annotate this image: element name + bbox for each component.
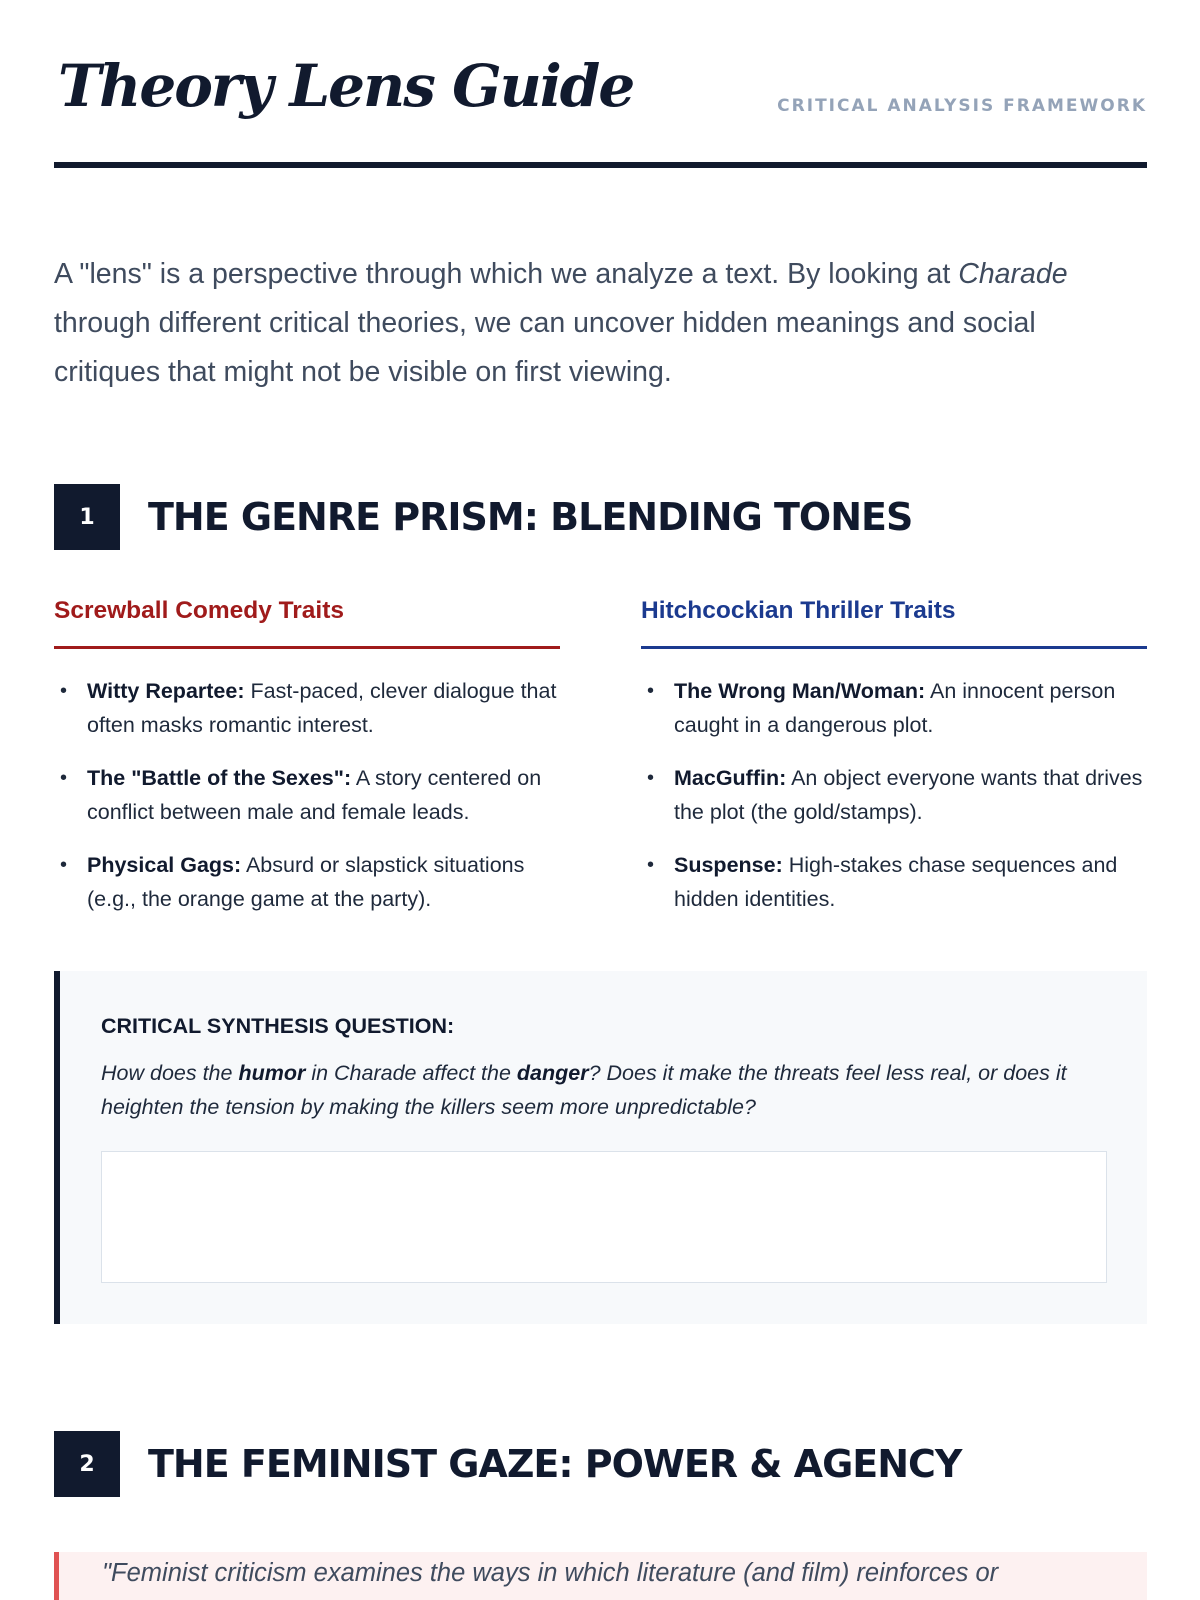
question-emphasis-humor: humor xyxy=(238,1061,306,1085)
trait-term: MacGuffin: xyxy=(674,766,787,790)
question-part: in Charade affect the xyxy=(305,1061,517,1085)
page-header xyxy=(54,52,1147,168)
list-item xyxy=(54,674,560,742)
question-part: ? Does it make the threats feel less real, or does it heighten the tension by making the killers seem more unpredictable? xyxy=(101,1061,1067,1119)
list-item xyxy=(641,761,1147,829)
list-item xyxy=(641,848,1147,916)
trait-term: Witty Repartee: xyxy=(87,679,245,703)
intro-film-title: Charade xyxy=(958,258,1068,290)
synthesis-label: CRITICAL SYNTHESIS QUESTION: xyxy=(101,1014,455,1038)
section-1-header xyxy=(54,484,1147,550)
feminist-quote-box xyxy=(54,1552,1147,1600)
trait-description: Fast-paced, clever dialogue that often masks romantic interest. xyxy=(87,679,557,737)
trait-description: An object everyone wants that drives the plot (the gold/stamps). xyxy=(674,766,1143,824)
trait-description: An innocent person caught in a dangerous plot. xyxy=(674,679,1116,737)
page-title: Theory Lens Guide xyxy=(58,52,634,120)
intro-paragraph xyxy=(54,250,1147,397)
thriller-traits-title: Hitchcockian Thriller Traits xyxy=(641,595,1147,649)
section-2-header xyxy=(54,1431,1147,1497)
section-1-number: 1 xyxy=(54,484,120,550)
answer-textarea[interactable] xyxy=(101,1151,1107,1283)
intro-text-start: A "lens" is a perspective through which we analyze a text. By looking at xyxy=(54,258,959,290)
thriller-traits-column xyxy=(641,595,1147,935)
trait-term: The "Battle of the Sexes": xyxy=(87,766,352,790)
comedy-traits-column xyxy=(54,595,560,935)
comedy-traits-title: Screwball Comedy Traits xyxy=(54,595,560,649)
question-emphasis-danger: danger xyxy=(516,1061,589,1085)
list-item xyxy=(54,761,560,829)
section-2-title: THE FEMINIST GAZE: POWER & AGENCY xyxy=(148,1442,962,1486)
feminist-quote: "Feminist criticism examines the ways in which literature (and film) reinforces or xyxy=(102,1559,999,1587)
trait-term: Suspense: xyxy=(674,853,783,877)
synthesis-question-box xyxy=(54,971,1147,1324)
trait-term: Physical Gags: xyxy=(87,853,242,877)
trait-description: High-stakes chase sequences and hidden identities. xyxy=(674,853,1118,911)
trait-description: A story centered on conflict between male and female leads. xyxy=(87,766,542,824)
synthesis-question xyxy=(101,1056,1081,1124)
page-subtitle: CRITICAL ANALYSIS FRAMEWORK xyxy=(777,96,1147,116)
section-2-number: 2 xyxy=(54,1431,120,1497)
question-part: How does the xyxy=(101,1061,239,1085)
trait-description: Absurd or slapstick situations (e.g., the orange game at the party). xyxy=(87,853,525,911)
trait-term: The Wrong Man/Woman: xyxy=(674,679,926,703)
thriller-traits-list xyxy=(641,674,1147,916)
list-item xyxy=(54,848,560,916)
intro-text-end: through different critical theories, we can uncover hidden meanings and social critiques that might not be visible on first viewing. xyxy=(54,307,1036,388)
section-1-title: THE GENRE PRISM: BLENDING TONES xyxy=(148,495,913,539)
comedy-traits-list xyxy=(54,674,560,916)
list-item xyxy=(641,674,1147,742)
